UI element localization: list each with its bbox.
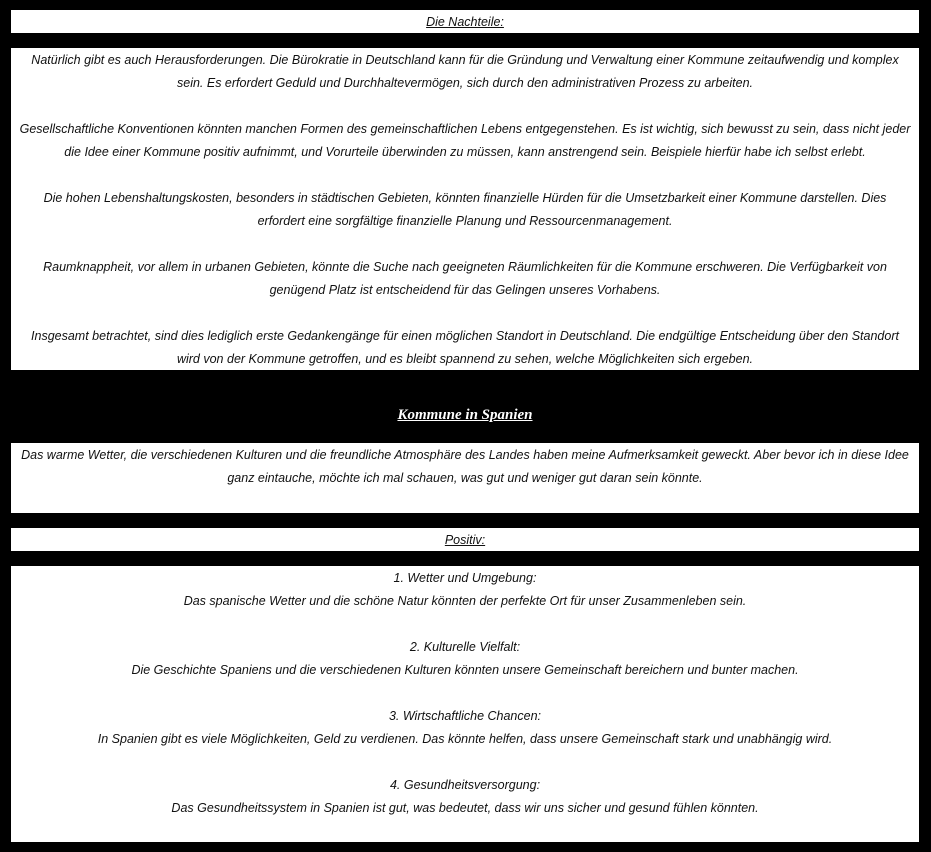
spanien-intro-text: Das warme Wetter, die verschiedenen Kulturen und die freundliche Atmosphäre des Landes haben meine Aufmerksamkeit geweckt. Aber bevor ich in diese Idee ganz eintauche, möchte ich mal schauen, was gut und weniger gut daran sein könnte.	[21, 448, 909, 485]
positiv-item-heading: 3. Wirtschaftliche Chancen:	[388, 709, 542, 723]
nachteile-heading-box	[11, 10, 919, 33]
positiv-item-text: Das Gesundheitssystem in Spanien ist gut, was bedeutet, dass wir uns sicher und gesund fühlen könnten.	[171, 801, 759, 815]
positiv-content-box	[11, 566, 919, 842]
spanien-section-title: Kommune in Spanien	[397, 407, 533, 423]
positiv-item-text: In Spanien gibt es viele Möglichkeiten, Geld zu verdienen. Das könnte helfen, dass unsere Gemeinschaft stark und unabhängig wird.	[97, 732, 833, 746]
spanien-intro-box	[11, 443, 919, 513]
positiv-item-text: Die Geschichte Spaniens und die verschiedenen Kulturen könnten unsere Gemeinschaft bereichern und bunter machen.	[131, 663, 799, 677]
positiv-heading-box	[11, 528, 919, 551]
positiv-item-heading: 2. Kulturelle Vielfalt:	[409, 640, 521, 654]
nachteile-paragraph-3: Die hohen Lebenshaltungskosten, besonders in städtischen Gebieten, könnten finanzielle Hürden für die Umsetzbarkeit einer Kommune darstellen. Dies erfordert eine sorgfältige finanzielle Planung und Ressourcenmanagement.	[43, 191, 887, 228]
positiv-item-text: Das spanische Wetter und die schöne Natur könnten der perfekte Ort für unser Zusammenleben sein.	[183, 594, 747, 608]
nachteile-paragraph-1: Natürlich gibt es auch Herausforderungen. Die Bürokratie in Deutschland kann für die Gründung und Verwaltung einer Kommune zeitaufwendig und komplex sein. Es erfordert Geduld und Durchhaltevermögen, sich durch den administrativen Prozess zu arbeiten.	[31, 53, 899, 90]
positiv-item-heading: 4. Gesundheitsversorgung:	[389, 778, 541, 792]
positiv-item-heading: 1. Wetter und Umgebung:	[393, 571, 537, 585]
nachteile-heading: Die Nachteile:	[426, 14, 504, 29]
nachteile-content-box	[11, 48, 919, 370]
nachteile-paragraph-5: Insgesamt betrachtet, sind dies lediglich erste Gedankengänge für einen möglichen Standort in Deutschland. Die endgültige Entscheidung über den Standort wird von der Kommune getroffen, und es bleibt spannend zu sehen, welche Möglichkeiten sich ergeben.	[31, 329, 899, 366]
nachteile-paragraph-4: Raumknappheit, vor allem in urbanen Gebieten, könnte die Suche nach geeigneten Räumlichkeiten für die Kommune erschweren. Die Verfügbarkeit von genügend Platz ist entscheidend für das Gelingen unseres Vorhabens.	[43, 260, 887, 297]
nachteile-paragraph-2: Gesellschaftliche Konventionen könnten manchen Formen des gemeinschaftlichen Lebens entgegenstehen. Es ist wichtig, sich bewusst zu sein, dass nicht jeder die Idee einer Kommune positiv aufnimmt, und Vorurteile überwinden zu müssen, kann anstrengend sein. Beispiele hierfür habe ich selbst erlebt.	[19, 122, 911, 159]
positiv-heading: Positiv:	[444, 532, 486, 547]
